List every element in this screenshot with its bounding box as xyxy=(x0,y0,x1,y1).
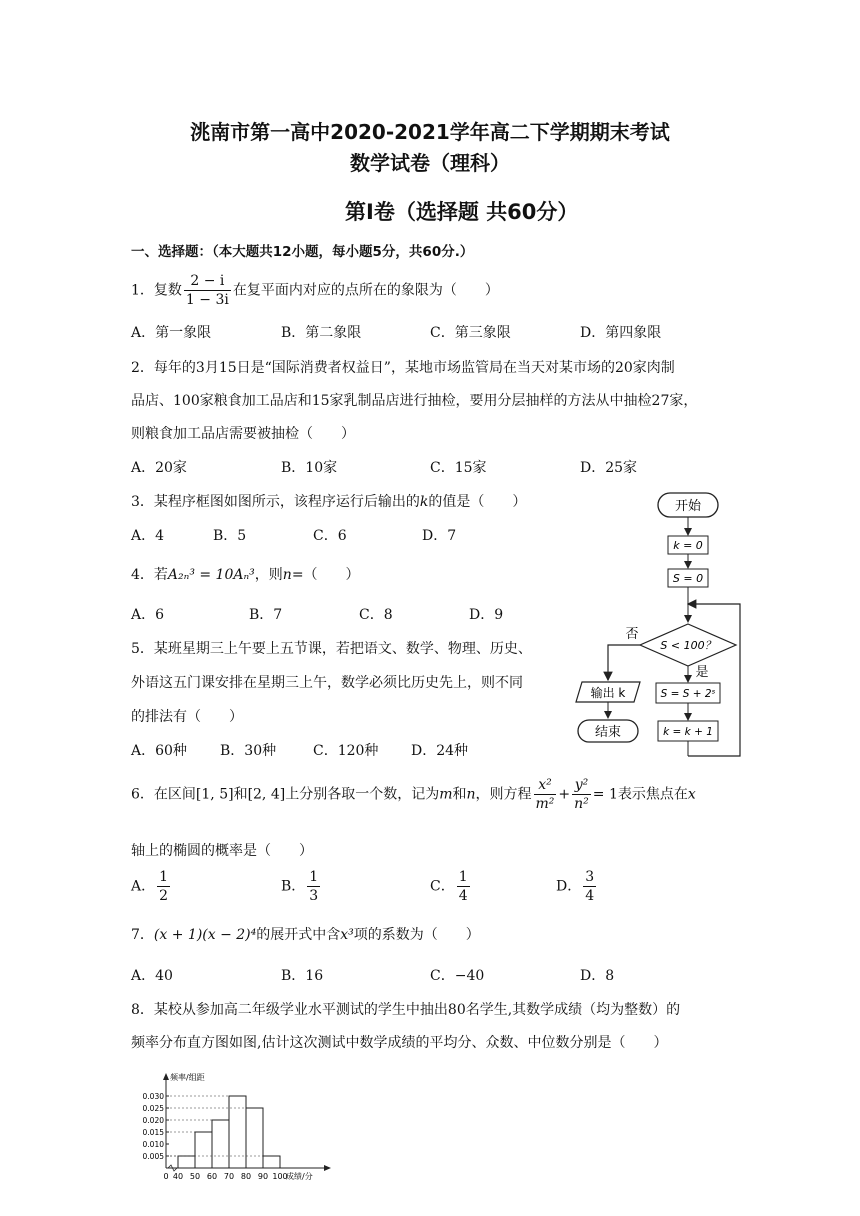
q4-option-b: B．7 xyxy=(249,607,283,623)
x-axis-arrow xyxy=(324,1165,331,1171)
histogram-bar-50-60 xyxy=(195,1132,212,1168)
q3-option-a: A．4 xyxy=(131,528,165,544)
q5-option-c: C．120种 xyxy=(313,743,379,759)
q5-line-2: 外语这五门课安排在星期三上午，数学必须比历史先上，则不同 xyxy=(131,675,523,691)
flow-no-label: 否 xyxy=(625,627,639,642)
y-tick-label: 0.030 xyxy=(142,1092,164,1101)
histogram-bar-40-50 xyxy=(178,1156,195,1168)
question-6: 6．在区间[1, 5]和[2, 4]上分别各取一个数，记为m和n，则方程 $\frac{\text{x²}}{\text{m²}}$ + $\frac{\text{y²}}{\text{n²}}$ = 1表示焦点在x xyxy=(131,777,696,812)
q6-fraction-y: $\frac{\text{y²}}{\text{n²}}$ xyxy=(574,777,589,812)
question-4: 4．若A₂ₙ³ = 10Aₙ³，则n=（ ） xyxy=(131,567,360,583)
question-1 xyxy=(131,272,499,309)
svg-text:S = 0: S = 0 xyxy=(672,572,704,585)
x-tick-label: 80 xyxy=(240,1172,252,1181)
x-tick-label: 0 xyxy=(163,1172,169,1181)
q1-prefix: 1．复数 xyxy=(131,282,182,299)
svg-text:输出 k: 输出 k xyxy=(590,686,626,700)
q2-option-b: B．10家 xyxy=(281,460,338,476)
q3-option-c: C．6 xyxy=(313,528,347,544)
y-tick-label: 0.010 xyxy=(142,1140,164,1149)
q8-line-2: 频率分布直方图如图,估计这次测试中数学成绩的平均分、众数、中位数分别是（ ） xyxy=(131,1035,668,1051)
histogram-bar-80-90 xyxy=(246,1108,263,1168)
q5-line-3: 的排法有（ ） xyxy=(131,709,243,725)
y-tick-label: 0.015 xyxy=(142,1128,164,1137)
q4-option-c: C．8 xyxy=(359,607,393,623)
x-tick-label: 90 xyxy=(257,1172,269,1181)
histogram-bar-90-100 xyxy=(263,1156,280,1168)
q1-option-b: B．第二象限 xyxy=(281,325,362,341)
x-tick-label: 40 xyxy=(172,1172,184,1181)
q7-option-d: D．8 xyxy=(580,968,615,984)
part-title: 第Ⅰ卷（选择题 共60分） xyxy=(345,200,579,224)
q6-option-a: A． $\frac{1}{2}$ xyxy=(131,869,169,904)
q7-option-c: C．−40 xyxy=(430,968,485,984)
x-tick-label: 100 xyxy=(272,1172,288,1181)
program-flowchart xyxy=(568,488,748,760)
q1-option-d: D．第四象限 xyxy=(580,325,662,341)
flow-end-label: 结束 xyxy=(594,725,622,740)
q6-fraction-x: $\frac{\text{x²}}{\text{m²}}$ xyxy=(535,777,555,812)
exam-subject: 数学试卷（理科） xyxy=(350,151,510,175)
y-tick-label: 0.025 xyxy=(142,1104,164,1113)
q1-option-c: C．第三象限 xyxy=(430,325,511,341)
y-axis-arrow xyxy=(163,1073,169,1080)
q1-option-a: A．第一象限 xyxy=(131,325,212,341)
q7-option-a: A．40 xyxy=(131,968,173,984)
q4-option-a: A．6 xyxy=(131,607,165,623)
histogram-bar-70-80 xyxy=(229,1096,246,1168)
q5-option-b: B．30种 xyxy=(220,743,277,759)
svg-text:S = S + 2ˢ: S = S + 2ˢ xyxy=(660,688,716,700)
q2-option-c: C．15家 xyxy=(430,460,487,476)
q5-option-a: A．60种 xyxy=(131,743,187,759)
svg-text:k = 0: k = 0 xyxy=(673,539,703,552)
q3-option-b: B．5 xyxy=(213,528,247,544)
q2-line-1: 2．每年的3月15日是“国际消费者权益日”，某地市场监管局在当天对某市场的20家肉制 xyxy=(131,360,675,376)
q8-line-1: 8．某校从参加高二年级学业水平测试的学生中抽出80名学生,其数学成绩（均为整数）的 xyxy=(131,1002,681,1018)
section-heading: 一、选择题：（本大题共12小题，每小题5分，共60分.） xyxy=(131,244,474,260)
q2-option-a: A．20家 xyxy=(131,460,187,476)
q7-option-b: B．16 xyxy=(281,968,324,984)
q2-line-3: 则粮食加工品店需要被抽检（ ） xyxy=(131,426,355,442)
y-axis-label: 频率/组距 xyxy=(170,1073,205,1082)
y-tick-label: 0.005 xyxy=(142,1152,164,1161)
y-tick-label: 0.020 xyxy=(142,1116,164,1125)
q6-option-d: D． $\frac{3}{4}$ xyxy=(556,869,595,904)
x-tick-label: 60 xyxy=(206,1172,218,1181)
q3-option-d: D．7 xyxy=(422,528,457,544)
q5-line-1: 5．某班星期三上午要上五节课，若把语文、数学、物理、历史、 xyxy=(131,641,532,657)
histogram-bar-60-70 xyxy=(212,1120,229,1168)
q6-option-b: B． $\frac{1}{3}$ xyxy=(281,869,319,904)
q2-option-d: D．25家 xyxy=(580,460,638,476)
q5-option-d: D．24种 xyxy=(411,743,469,759)
q6-line-2: 轴上的椭圆的概率是（ ） xyxy=(131,843,313,859)
q1-suffix: 在复平面内对应的点所在的象限为（ ） xyxy=(232,282,499,299)
question-7: 7．(x + 1)(x − 2)⁴的展开式中含x³项的系数为（ ） xyxy=(131,927,480,943)
exam-title: 洮南市第一高中2020-2021学年高二下学期期末考试 xyxy=(190,120,670,144)
frequency-histogram xyxy=(130,1068,340,1184)
q4-option-d: D．9 xyxy=(469,607,504,623)
flow-yes-label: 是 xyxy=(695,665,709,680)
svg-text:S < 100？: S < 100？ xyxy=(660,639,716,652)
q1-fraction: $\frac{2 - i}{1 - 3i}$ xyxy=(185,273,229,308)
svg-text:k = k + 1: k = k + 1 xyxy=(663,726,713,738)
x-axis-label: 成绩/分 xyxy=(286,1172,313,1181)
q2-line-2: 品店、100家粮食加工品店和15家乳制品店进行抽检，要用分层抽样的方法从中抽检27家， xyxy=(131,393,698,409)
question-3: 3．某程序框图如图所示，该程序运行后输出的k的值是（ ） xyxy=(131,494,527,510)
q6-option-c: C． $\frac{1}{4}$ xyxy=(430,869,468,904)
x-tick-label: 50 xyxy=(189,1172,201,1181)
flow-start-label: 开始 xyxy=(674,499,702,514)
x-tick-label: 70 xyxy=(223,1172,235,1181)
